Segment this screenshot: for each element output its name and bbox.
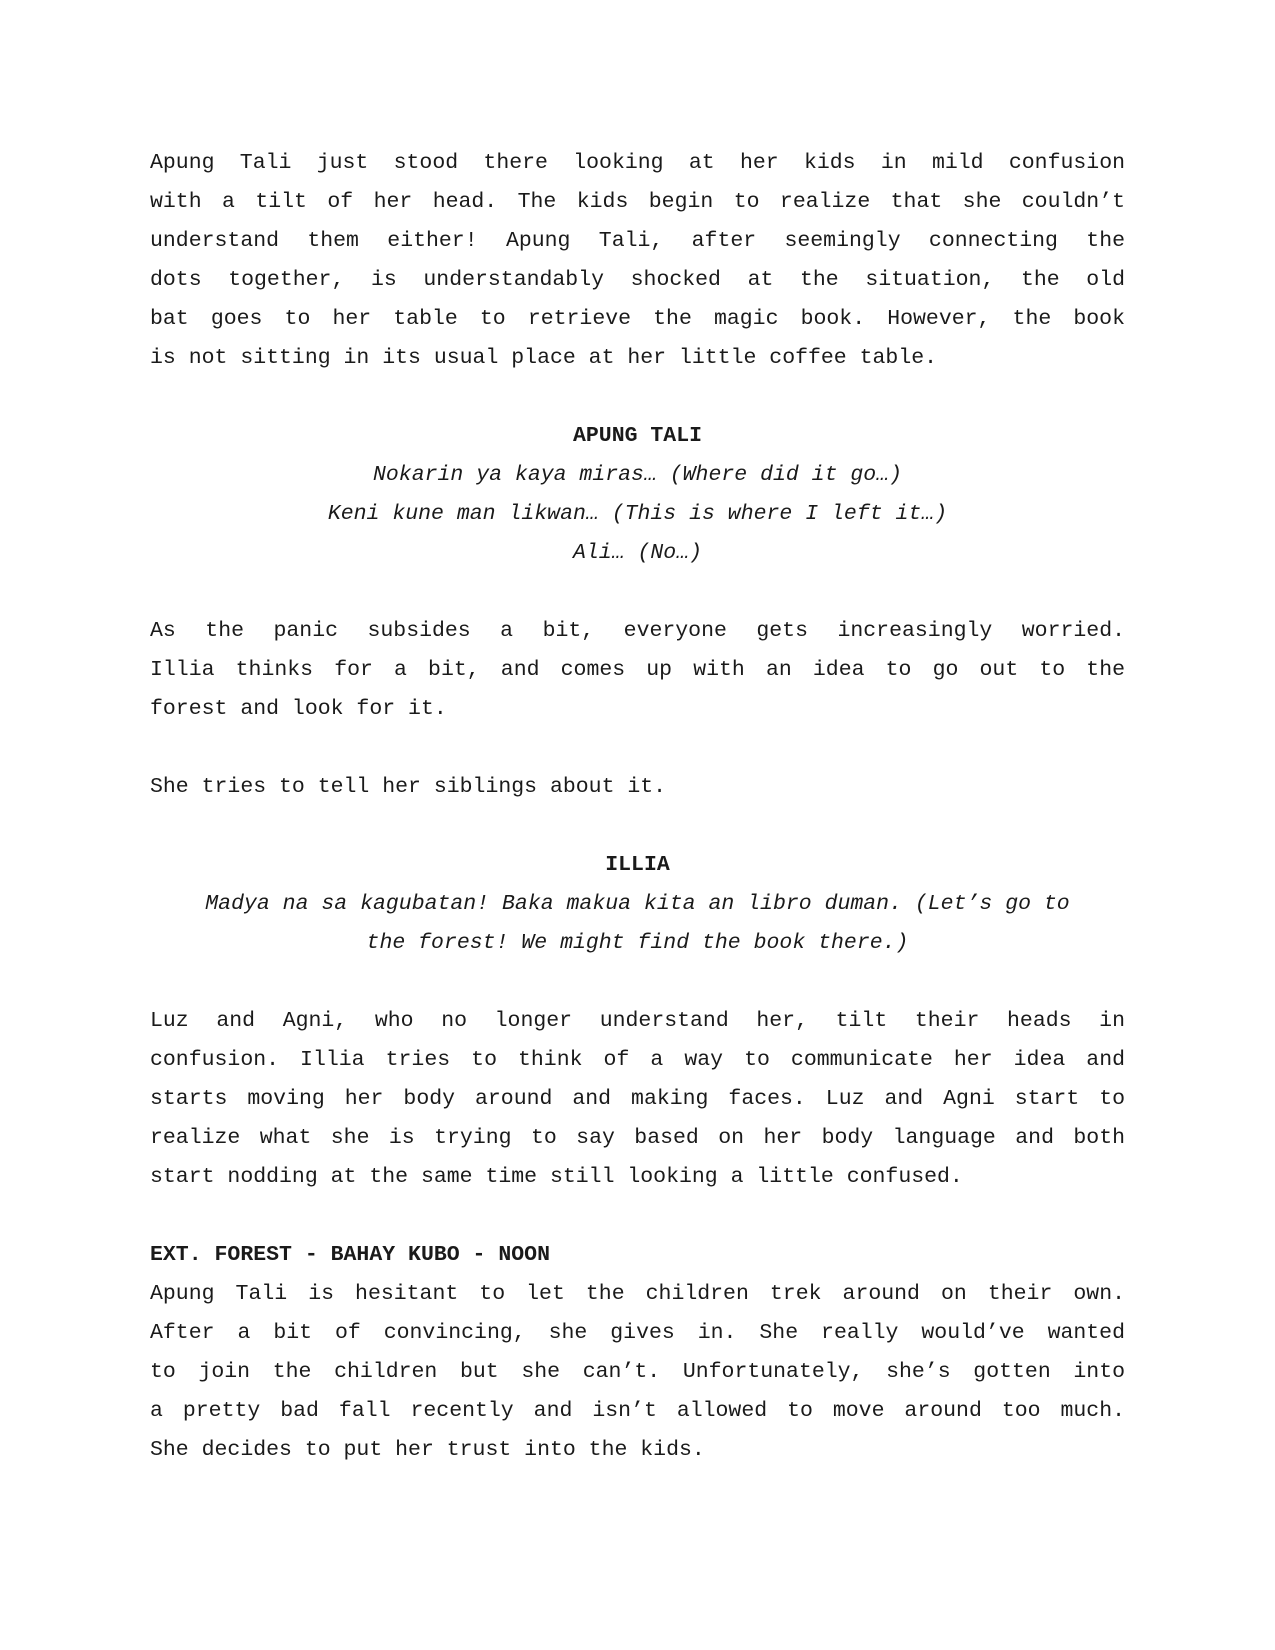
- dialogue-line: Nokarin ya kaya miras… (Where did it go…): [373, 463, 902, 487]
- action-paragraph-5: [150, 1275, 1125, 1470]
- action-line: confusion. Illia tries to think of a way to communicate her idea and: [150, 1048, 1125, 1072]
- spacer: [150, 807, 1125, 846]
- spacer: [150, 729, 1125, 768]
- spacer: [150, 378, 1125, 417]
- spacer: [150, 963, 1125, 1002]
- action-paragraph-1: [150, 144, 1125, 378]
- action-line: She decides to put her trust into the kids.: [150, 1438, 705, 1462]
- spacer: [150, 1197, 1125, 1236]
- action-line: bat goes to her table to retrieve the magic book. However, the book: [150, 307, 1125, 331]
- action-line: Apung Tali just stood there looking at her kids in mild confusion: [150, 151, 1125, 175]
- dialogue-line: the forest! We might find the book there.): [366, 931, 909, 955]
- action-line: As the panic subsides a bit, everyone gets increasingly worried.: [150, 619, 1125, 643]
- scene-heading: EXT. FOREST - BAHAY KUBO - NOON: [150, 1243, 550, 1267]
- action-line: a pretty bad fall recently and isn’t allowed to move around too much.: [150, 1399, 1125, 1423]
- action-line: start nodding at the same time still looking a little confused.: [150, 1165, 963, 1189]
- action-line: understand them either! Apung Tali, after seemingly connecting the: [150, 229, 1125, 253]
- action-line: Apung Tali is hesitant to let the children trek around on their own.: [150, 1282, 1125, 1306]
- action-line: Illia thinks for a bit, and comes up with an idea to go out to the: [150, 658, 1125, 682]
- action-line: Luz and Agni, who no longer understand her, tilt their heads in: [150, 1009, 1125, 1033]
- action-line: After a bit of convincing, she gives in. She really would’ve wanted: [150, 1321, 1125, 1345]
- dialogue-line: Madya na sa kagubatan! Baka makua kita an libro duman. (Let’s go to: [205, 892, 1070, 916]
- action-line: with a tilt of her head. The kids begin to realize that she couldn’t: [150, 190, 1125, 214]
- action-line: dots together, is understandably shocked at the situation, the old: [150, 268, 1125, 292]
- action-line: to join the children but she can’t. Unfortunately, she’s gotten into: [150, 1360, 1125, 1384]
- action-line: forest and look for it.: [150, 697, 447, 721]
- dialogue-line: Keni kune man likwan… (This is where I left it…): [327, 502, 948, 526]
- dialogue-illia: [150, 885, 1125, 963]
- action-line: She tries to tell her siblings about it.: [150, 775, 667, 799]
- character-name-apung-tali: APUNG TALI: [572, 424, 703, 448]
- action-paragraph-3: [150, 768, 1125, 807]
- action-paragraph-2: [150, 612, 1125, 729]
- action-line: is not sitting in its usual place at her little coffee table.: [150, 346, 938, 370]
- script-page: [150, 144, 1125, 1470]
- dialogue-line: Ali… (No…): [572, 541, 703, 565]
- spacer: [150, 573, 1125, 612]
- action-line: starts moving her body around and making faces. Luz and Agni start to: [150, 1087, 1125, 1111]
- dialogue-apung-tali: [150, 456, 1125, 573]
- character-name-illia: ILLIA: [605, 853, 670, 877]
- action-line: realize what she is trying to say based on her body language and both: [150, 1126, 1125, 1150]
- action-paragraph-4: [150, 1002, 1125, 1197]
